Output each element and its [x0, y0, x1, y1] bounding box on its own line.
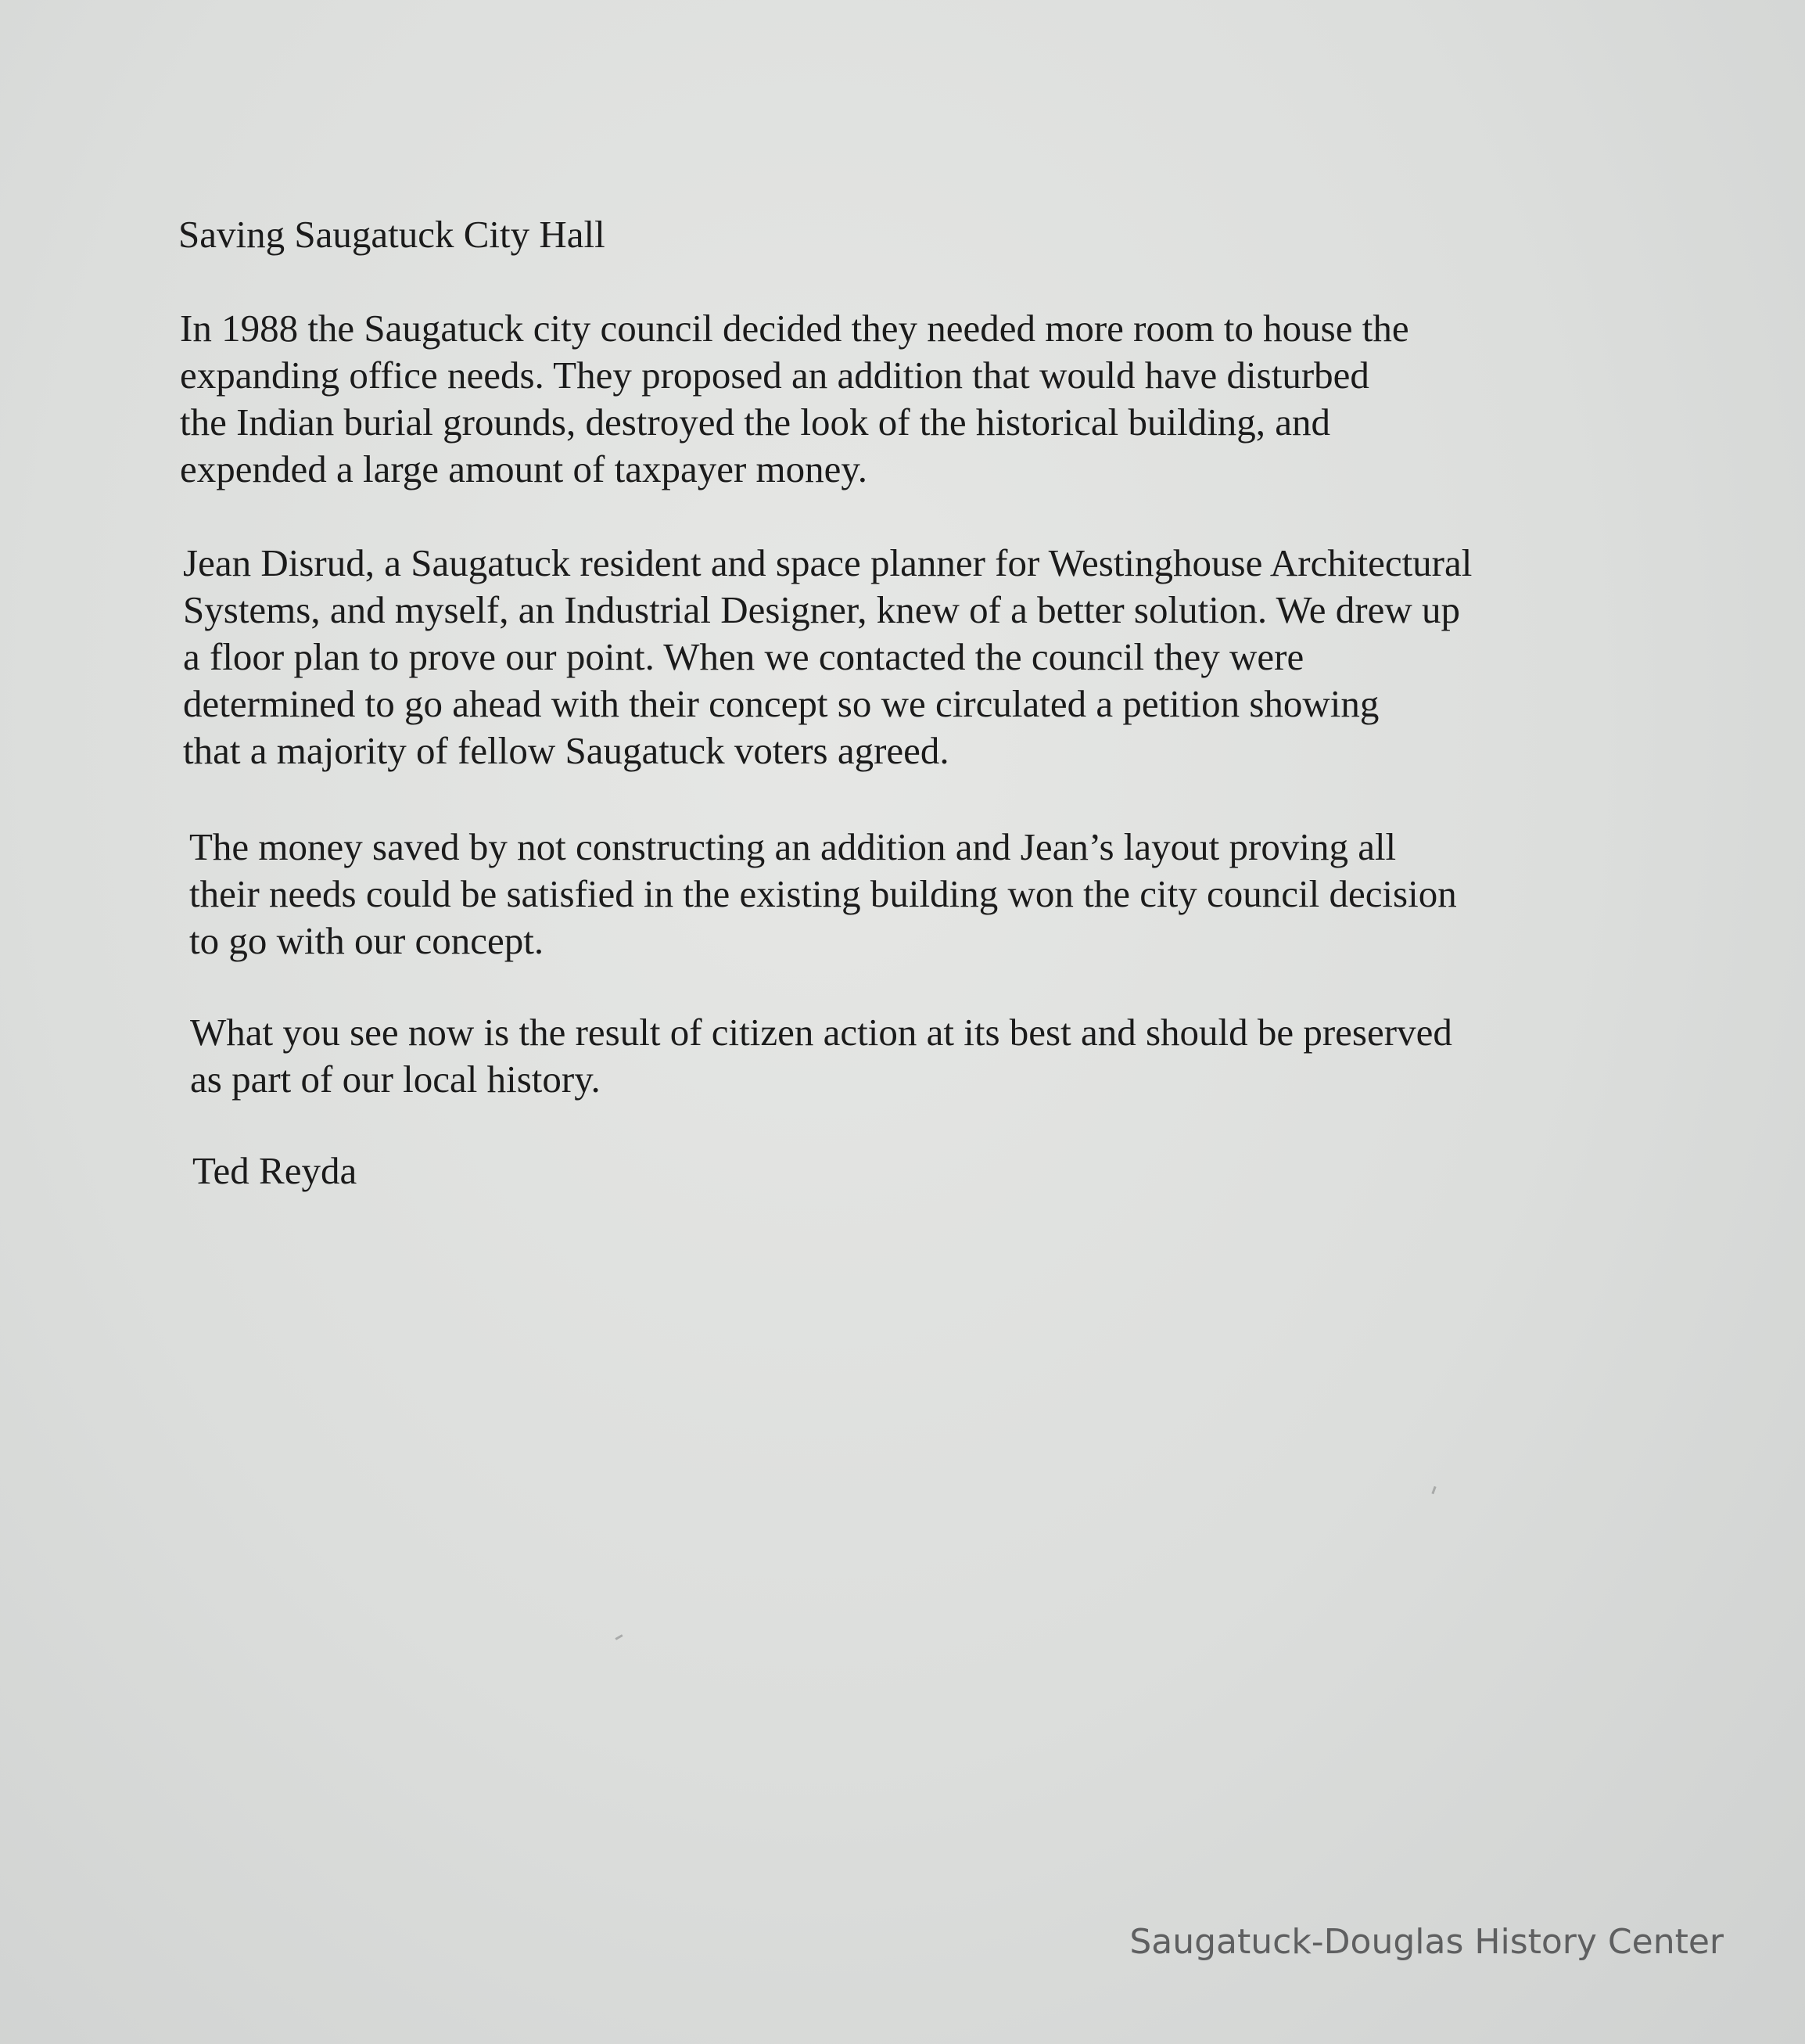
paragraph-4 [190, 1009, 1452, 1103]
paragraph-line: What you see now is the result of citizen action at its best and should be preserved [190, 1011, 1452, 1054]
paragraph-line: as part of our local history. [190, 1058, 601, 1101]
paragraph-line: the Indian burial grounds, destroyed the look of the historical building, and [180, 401, 1331, 444]
paper-speck [1431, 1486, 1436, 1494]
paragraph-3 [189, 824, 1457, 965]
paragraph-line: that a majority of fellow Saugatuck voters agreed. [183, 729, 949, 772]
paragraph-line: The money saved by not constructing an addition and Jean’s layout proving all [189, 825, 1397, 868]
paragraph-line: Systems, and myself, an Industrial Designer, knew of a better solution. We drew up [183, 588, 1460, 631]
paper-speck [615, 1634, 623, 1640]
paragraph-line: determined to go ahead with their concept so we circulated a petition showing [183, 682, 1380, 725]
paragraph-line: a floor plan to prove our point. When we contacted the council they were [183, 635, 1304, 678]
signature: Ted Reyda [192, 1149, 357, 1192]
document-title: Saving Saugatuck City Hall [178, 213, 605, 256]
paragraph-line: their needs could be satisfied in the existing building won the city council decision [189, 872, 1457, 915]
paragraph-1 [180, 305, 1409, 493]
paragraph-line: In 1988 the Saugatuck city council decided they needed more room to house the [180, 307, 1409, 350]
paragraph-line: Jean Disrud, a Saugatuck resident and space planner for Westinghouse Architectural [183, 541, 1473, 584]
paragraph-line: expanding office needs. They proposed an addition that would have disturbed [180, 354, 1369, 397]
paragraph-line: expended a large amount of taxpayer money. [180, 447, 867, 490]
paragraph-2 [183, 540, 1472, 774]
watermark: Saugatuck-Douglas History Center [1129, 1922, 1724, 1962]
paragraph-line: to go with our concept. [189, 919, 544, 962]
